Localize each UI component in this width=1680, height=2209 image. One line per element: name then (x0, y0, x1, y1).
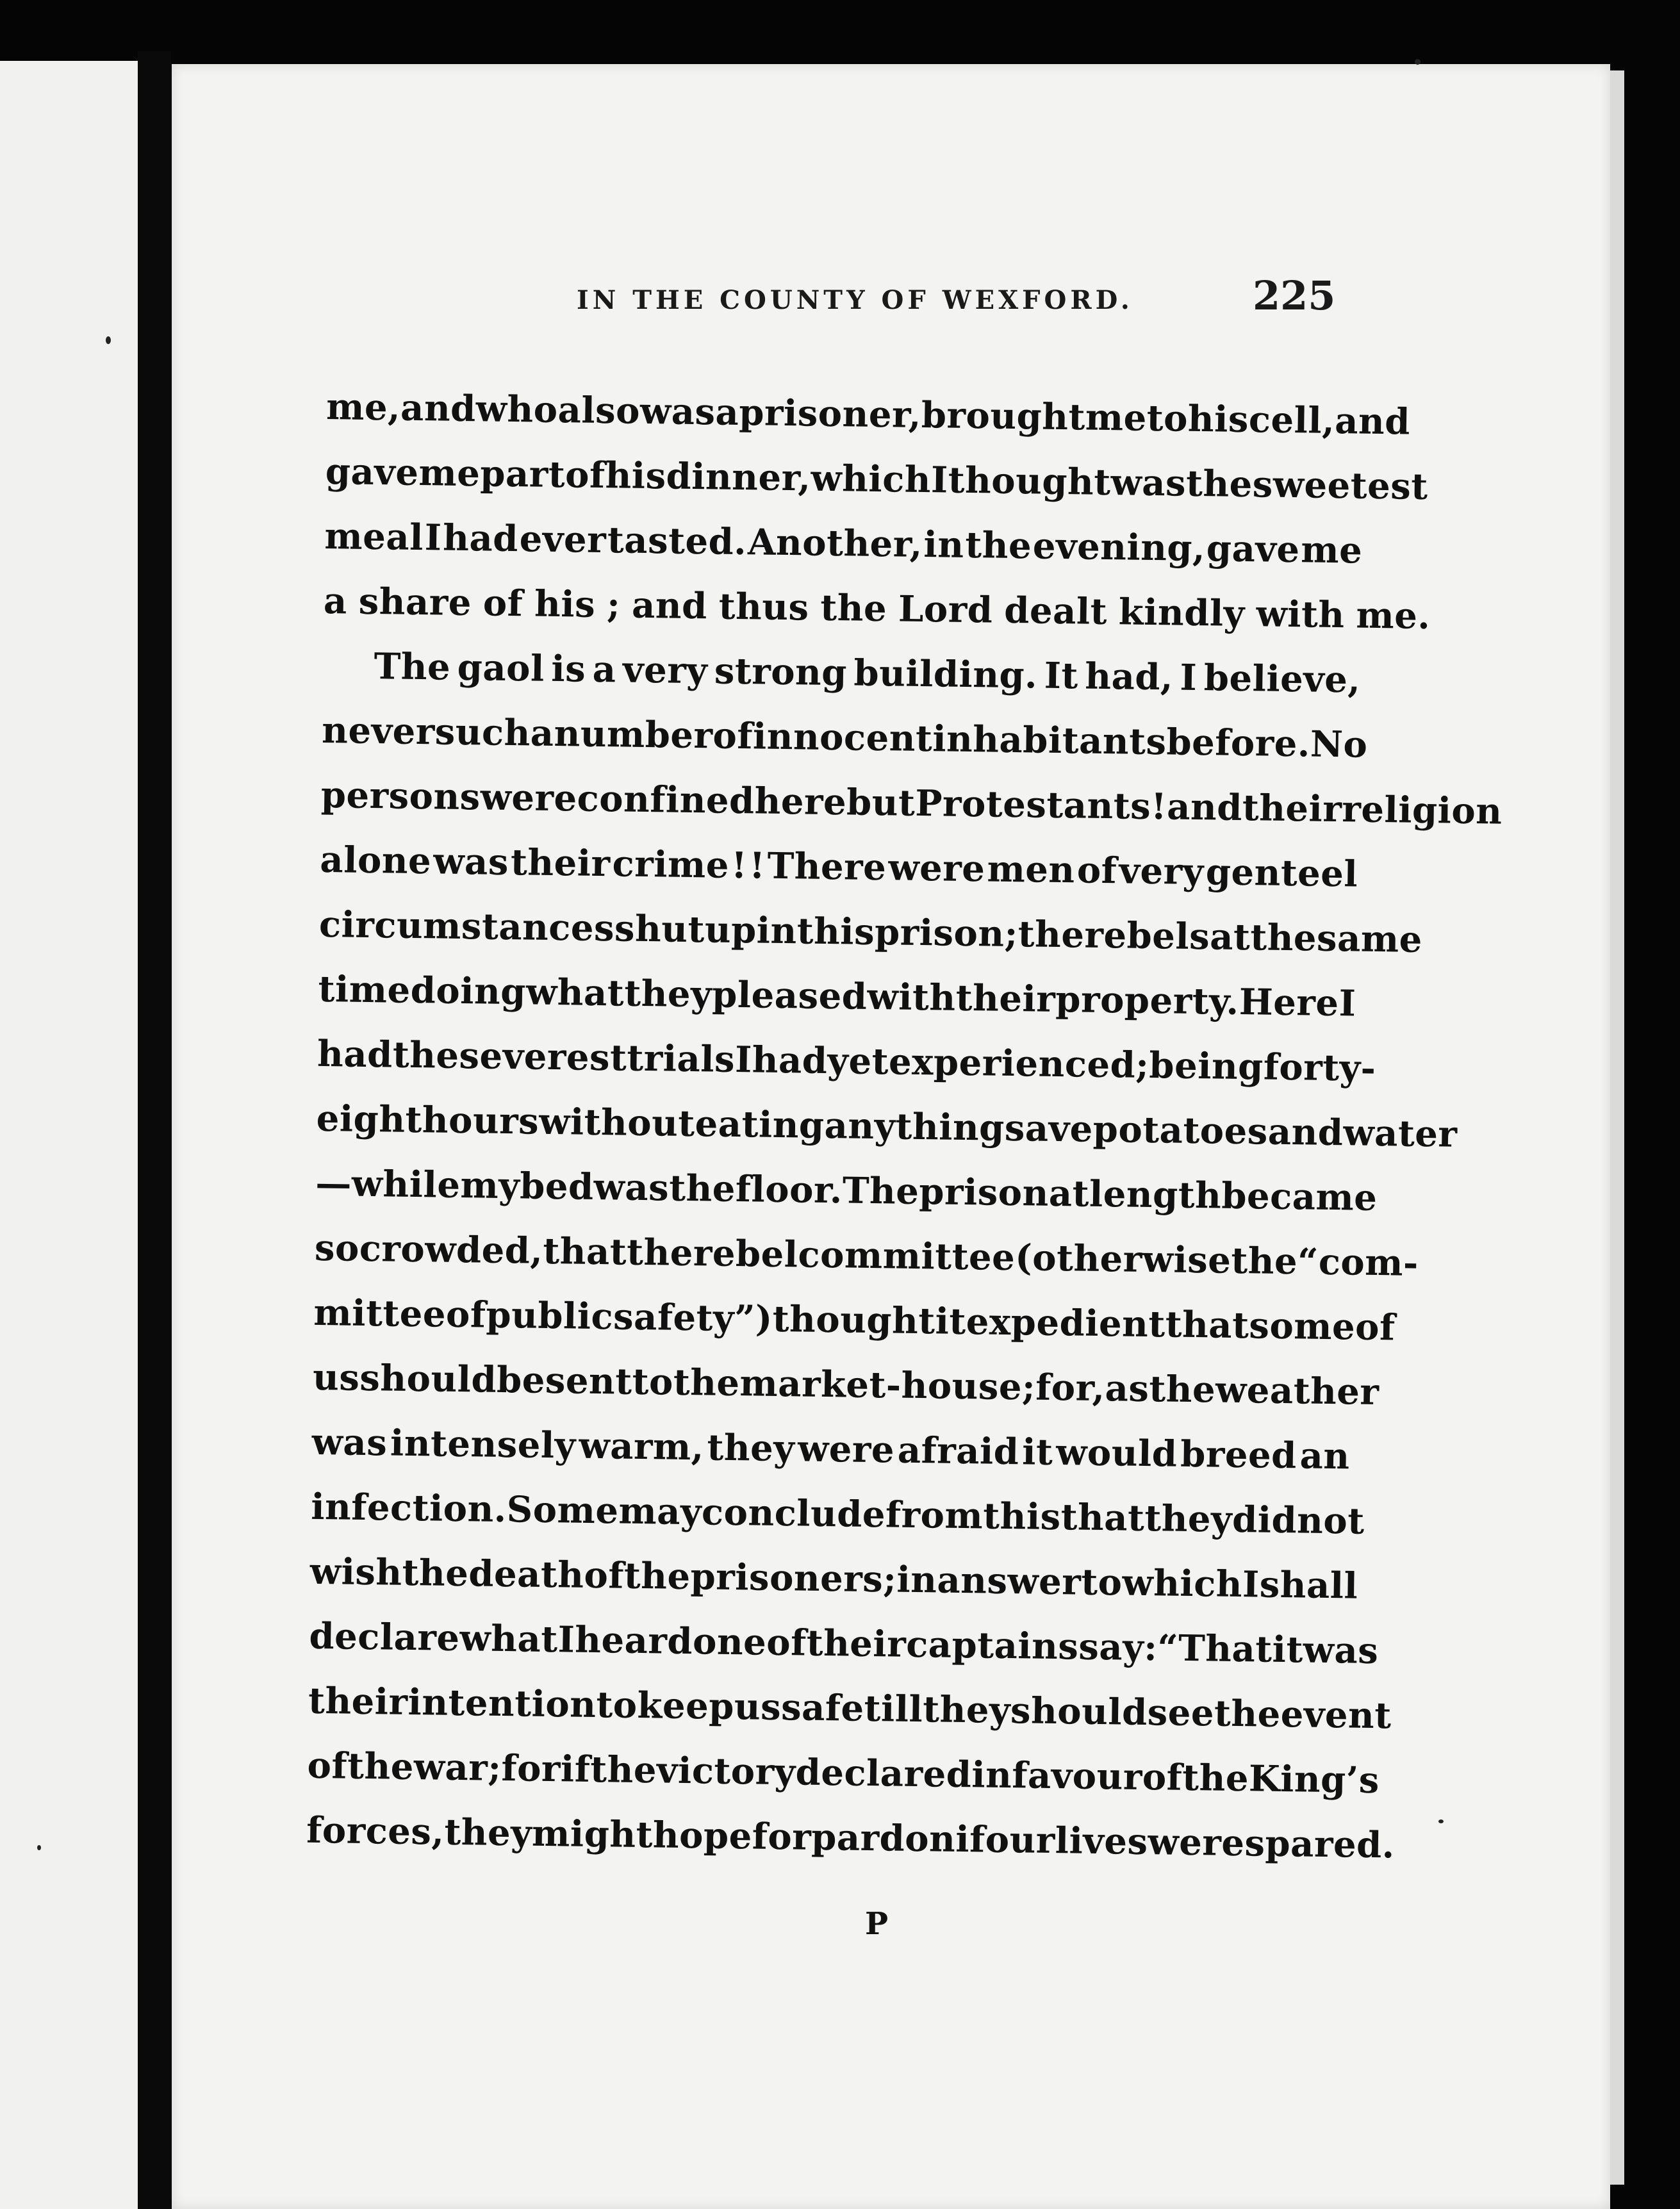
text-word: their (510, 841, 611, 885)
text-word: this (796, 910, 875, 954)
text-word: warm, (579, 1424, 705, 1469)
text-word: keep (637, 1684, 735, 1729)
text-word: to (1080, 1561, 1123, 1604)
text-word: dinner, (666, 455, 811, 500)
text-word: and (1334, 399, 1411, 443)
text-word: Protestants (914, 782, 1151, 828)
text-word: bed (519, 1165, 595, 1208)
body-text (306, 375, 1503, 1877)
text-word: his (1187, 397, 1249, 441)
text-word: declare (309, 1614, 461, 1660)
text-word: dealt (1003, 589, 1108, 634)
text-word: ; (606, 584, 621, 627)
text-word: my (460, 1164, 520, 1208)
text-word: for (752, 1815, 812, 1859)
book-gutter (138, 51, 171, 2209)
text-word: trials (626, 1037, 736, 1081)
text-word: which (1122, 1561, 1243, 1606)
text-word: me. (1356, 594, 1431, 638)
text-word: kindly (1118, 591, 1246, 636)
text-word: religion (1341, 788, 1503, 833)
text-word: with (1256, 593, 1346, 637)
text-word: in (971, 1753, 1012, 1797)
text-word: a (715, 391, 739, 434)
text-word: the (402, 1551, 469, 1595)
text-word: had (442, 516, 519, 561)
text-word: doing (410, 969, 527, 1014)
text-word: I (1338, 982, 1356, 1025)
text-word: ; (1135, 1044, 1149, 1087)
text-word: committee (798, 1233, 1016, 1279)
text-word: very (622, 648, 708, 693)
text-word: the (623, 1554, 691, 1598)
text-word: in (896, 1558, 937, 1602)
text-word: the (347, 1745, 415, 1789)
text-word: eating (695, 1103, 825, 1147)
text-word: length (1089, 1172, 1222, 1217)
text-word: confined (577, 777, 755, 823)
text-word: their (308, 1679, 409, 1723)
text-word: the (1249, 916, 1317, 960)
text-word: alone (319, 838, 432, 883)
text-word: weather (1215, 1368, 1379, 1414)
text-word: be (496, 1358, 546, 1402)
text-word: eight (316, 1097, 423, 1142)
text-word: forces, (306, 1809, 445, 1853)
text-word: had (752, 1039, 828, 1083)
text-word: me (1085, 396, 1148, 439)
text-word: of (307, 1744, 348, 1787)
text-word: was (1303, 1629, 1379, 1673)
text-word: Another, (747, 521, 923, 566)
text-word: forty- (1263, 1046, 1376, 1090)
text-word: so (314, 1226, 360, 1270)
text-word: a (323, 579, 348, 623)
text-word: thought (948, 459, 1112, 504)
text-word: and (631, 584, 708, 628)
text-word: ! (748, 844, 766, 887)
text-word: afraid (897, 1429, 1019, 1474)
text-word: should (359, 1356, 497, 1401)
text-word: water (1343, 1112, 1458, 1156)
text-word: cell, (1248, 398, 1335, 442)
text-word: circumstances (318, 903, 615, 950)
text-word: a (530, 712, 555, 755)
text-word: the (1148, 1368, 1216, 1411)
text-word: pardon (811, 1816, 956, 1860)
text-word: shall (1259, 1563, 1358, 1607)
text-word: brought (921, 393, 1086, 439)
text-word: to (1146, 397, 1189, 440)
text-word: ”) (734, 1297, 773, 1340)
text-word: experienced (888, 1040, 1136, 1087)
text-word: their (955, 976, 1056, 1021)
text-word: but (846, 781, 916, 825)
text-word: breed (1180, 1433, 1297, 1477)
text-word: of (1142, 1755, 1183, 1799)
text-word: event (1280, 1693, 1392, 1737)
text-word: I (557, 1618, 575, 1661)
text-word: inhabitants (932, 718, 1167, 764)
text-word: a (592, 648, 616, 691)
text-word: I (424, 516, 442, 559)
text-word: before. (1166, 721, 1311, 766)
text-word: ; (1004, 912, 1019, 956)
text-word: of (766, 1621, 807, 1664)
text-word: that (542, 1229, 627, 1274)
text-word: to (632, 1360, 674, 1404)
text-word: same (1316, 917, 1423, 961)
text-word: prison (918, 1170, 1050, 1215)
text-word: Lord (898, 587, 993, 632)
text-word: what (525, 971, 625, 1015)
text-word: com- (1318, 1240, 1419, 1285)
text-word: safety (613, 1295, 735, 1340)
text-word: —while (315, 1162, 461, 1207)
text-word: time (318, 967, 411, 1012)
text-word: as (1105, 1367, 1149, 1411)
text-word: expedient (966, 1301, 1166, 1346)
text-word: I (1242, 1563, 1260, 1606)
text-word: they (1144, 1497, 1233, 1541)
text-word: for (501, 1747, 561, 1791)
text-word: safe (780, 1686, 865, 1730)
text-word: their (1242, 787, 1342, 831)
text-word: of (445, 1293, 486, 1336)
text-word: prisoners (690, 1556, 884, 1601)
text-word: gave (1206, 527, 1300, 571)
text-word: King’s (1248, 1757, 1380, 1802)
text-word: were (797, 1427, 895, 1472)
text-word: with (867, 975, 957, 1019)
text-word: the (626, 1231, 694, 1275)
text-word: it (935, 1300, 967, 1343)
text-word: mittee (313, 1291, 447, 1336)
text-word: this (982, 1495, 1062, 1539)
text-word: The (842, 1169, 919, 1213)
text-word: It (1044, 654, 1079, 698)
text-word: tasted. (607, 519, 747, 564)
text-word: the (1017, 913, 1085, 957)
text-word: hours (422, 1099, 539, 1143)
text-word: would (1055, 1431, 1178, 1475)
text-word: us (312, 1356, 360, 1399)
text-word: wish (309, 1550, 403, 1594)
text-word: not (1296, 1499, 1365, 1543)
text-word: his (534, 582, 596, 626)
text-word: : (1143, 1627, 1158, 1670)
text-word: were (887, 846, 985, 891)
text-word: Here (1239, 980, 1339, 1025)
text-word: I (1180, 656, 1198, 700)
text-word: intensely (390, 1422, 577, 1467)
text-word: the (1182, 1756, 1249, 1800)
text-word: part (479, 452, 566, 497)
text-word: and (1267, 1110, 1344, 1154)
text-word: There (767, 844, 887, 889)
text-word: were (480, 776, 578, 820)
text-word: me (1300, 529, 1363, 572)
text-word: of (1076, 849, 1117, 892)
text-word: spared. (1244, 1822, 1396, 1867)
text-word: was (432, 840, 509, 884)
text-word: of (1355, 1306, 1396, 1349)
text-word: at (1048, 1172, 1090, 1215)
text-word: in (923, 523, 965, 566)
text-word: what (459, 1617, 559, 1661)
text-word: they (707, 1426, 795, 1470)
text-word: of (482, 582, 523, 625)
text-word: may (618, 1490, 702, 1534)
text-word: save (1004, 1106, 1094, 1151)
text-word: public (486, 1293, 614, 1338)
text-word: the (668, 1167, 736, 1211)
text-word: “ (1297, 1240, 1319, 1283)
text-word: crowded, (359, 1227, 543, 1272)
text-word: rebels (1084, 914, 1210, 958)
text-word: me (418, 452, 481, 495)
text-word: gaol (457, 646, 545, 690)
text-word: the (1214, 1692, 1281, 1736)
text-word: ! (1150, 785, 1167, 828)
text-word: anything (824, 1104, 1005, 1149)
text-word: gave (325, 450, 419, 495)
text-word: that (1060, 1496, 1145, 1540)
dust-speck (37, 1845, 41, 1850)
text-word: yet (827, 1040, 889, 1083)
text-word: here (754, 780, 847, 824)
text-word: without (538, 1100, 696, 1146)
text-word: till (864, 1687, 923, 1731)
text-word: of (712, 714, 754, 758)
text-word: persons (320, 773, 481, 819)
text-word: our (985, 1818, 1056, 1862)
text-word: never (321, 709, 436, 753)
text-word: and (1166, 785, 1243, 830)
dust-speck (1415, 59, 1421, 65)
text-word: ; (1021, 1366, 1036, 1409)
text-word: being (1148, 1044, 1264, 1088)
text-word: an (1299, 1434, 1351, 1478)
text-word: evening, (1032, 525, 1206, 570)
text-word: they (443, 1811, 532, 1855)
text-word: sweetest (1252, 463, 1429, 509)
text-word: hope (652, 1814, 753, 1858)
text-word: the (819, 586, 887, 630)
text-word: conclude (701, 1491, 886, 1536)
text-word: was (1110, 461, 1187, 505)
text-word: ever (519, 518, 607, 562)
text-word: the (964, 523, 1032, 568)
text-word: severest (459, 1034, 627, 1080)
text-word: for, (1035, 1366, 1106, 1410)
text-word: shut (614, 907, 705, 951)
text-word: potatoes (1092, 1108, 1269, 1153)
text-word: Some (506, 1488, 619, 1532)
text-word: war (413, 1746, 488, 1789)
text-word: were (1148, 1821, 1245, 1865)
text-word: heard (574, 1618, 693, 1663)
text-word: genteel (1205, 851, 1358, 896)
text-word: the (1230, 1239, 1298, 1283)
text-word: number (554, 712, 714, 757)
text-word: did (1231, 1498, 1297, 1542)
text-word: is (550, 647, 586, 691)
dust-speck (106, 336, 111, 344)
page-number: 225 (1253, 272, 1336, 319)
text-word: it (1272, 1628, 1304, 1671)
text-word: such (434, 710, 531, 755)
text-word: meal (324, 514, 424, 559)
text-word: floor. (735, 1168, 843, 1212)
text-word: “ (1157, 1627, 1179, 1670)
text-word: the (589, 1748, 657, 1792)
text-word: intention (408, 1680, 597, 1727)
text-word: the (673, 1361, 741, 1405)
text-word: innocent (752, 715, 933, 760)
text-word: building. (853, 652, 1038, 697)
text-word: prisoner, (738, 391, 922, 436)
text-word: share (358, 580, 472, 625)
text-word: I (930, 459, 949, 502)
text-word: very (1119, 850, 1205, 894)
text-word: the (392, 1033, 460, 1077)
text-word: That (1178, 1627, 1273, 1671)
text-word: they (623, 972, 712, 1016)
text-word: had, (1084, 655, 1174, 699)
text-word: rebel (693, 1232, 799, 1276)
text-word: it (1021, 1431, 1053, 1474)
running-head: IN THE COUNTY OF WEXFORD. (577, 285, 1133, 315)
text-word: property. (1055, 978, 1240, 1023)
text-word: from (885, 1493, 984, 1538)
text-word: one (692, 1620, 767, 1664)
text-word: believe, (1203, 657, 1361, 702)
text-word: sent (545, 1359, 633, 1403)
dust-speck (1438, 1819, 1444, 1823)
text-word: was (311, 1420, 388, 1465)
text-word: favour (1011, 1754, 1143, 1798)
text-word: (otherwise (1014, 1236, 1231, 1282)
text-word: market-house (739, 1362, 1023, 1409)
text-word: of (584, 1554, 625, 1597)
text-word: The (374, 645, 451, 689)
text-word: the (1185, 462, 1253, 506)
text-word: No (1310, 723, 1368, 766)
text-word: had (317, 1032, 393, 1076)
text-word: pleased (711, 973, 868, 1018)
text-word: crime (612, 842, 730, 887)
text-word: infection. (310, 1485, 507, 1531)
text-word: which (811, 457, 932, 502)
text-word: thus (718, 585, 809, 629)
text-word: see (1147, 1691, 1215, 1735)
text-word: men (987, 848, 1076, 892)
text-word: ; (882, 1558, 897, 1601)
text-word: became (1221, 1174, 1378, 1220)
text-word: might (531, 1812, 654, 1857)
text-word: say (1078, 1625, 1144, 1669)
text-word: also (557, 389, 641, 432)
text-word: was (639, 390, 716, 434)
text-word: should (1010, 1689, 1148, 1734)
text-word: up (704, 908, 757, 952)
text-word: his (605, 454, 667, 498)
text-word: if (955, 1818, 986, 1861)
text-word: death (468, 1552, 584, 1597)
text-word: I (734, 1039, 753, 1081)
text-word: strong (714, 650, 848, 694)
facing-page-left (0, 61, 138, 2209)
text-word: some (1248, 1304, 1356, 1349)
text-word: who (475, 388, 559, 432)
text-word: declared (795, 1751, 972, 1796)
text-word: ! (730, 844, 748, 887)
text-word: prison (874, 911, 1005, 955)
text-word: thought (772, 1297, 936, 1343)
text-word: they (922, 1688, 1011, 1732)
text-word: was (593, 1165, 670, 1210)
signature-mark: P (865, 1906, 889, 1942)
text-word: captains (905, 1623, 1079, 1668)
text-word: of (564, 454, 606, 497)
text-word: in (756, 909, 798, 953)
text-word: victory (656, 1749, 796, 1794)
text-word: answer (937, 1559, 1082, 1604)
text-word: and (400, 386, 477, 431)
text-word: their (806, 1622, 907, 1666)
text-word: us (734, 1686, 782, 1729)
text-word: at (1209, 916, 1251, 959)
text-word: me, (325, 385, 401, 429)
text-word: ; (487, 1746, 502, 1790)
text-word: to (596, 1684, 638, 1727)
text-word: that (1165, 1303, 1249, 1347)
text-word: if (560, 1748, 591, 1791)
text-word: lives (1055, 1819, 1149, 1864)
